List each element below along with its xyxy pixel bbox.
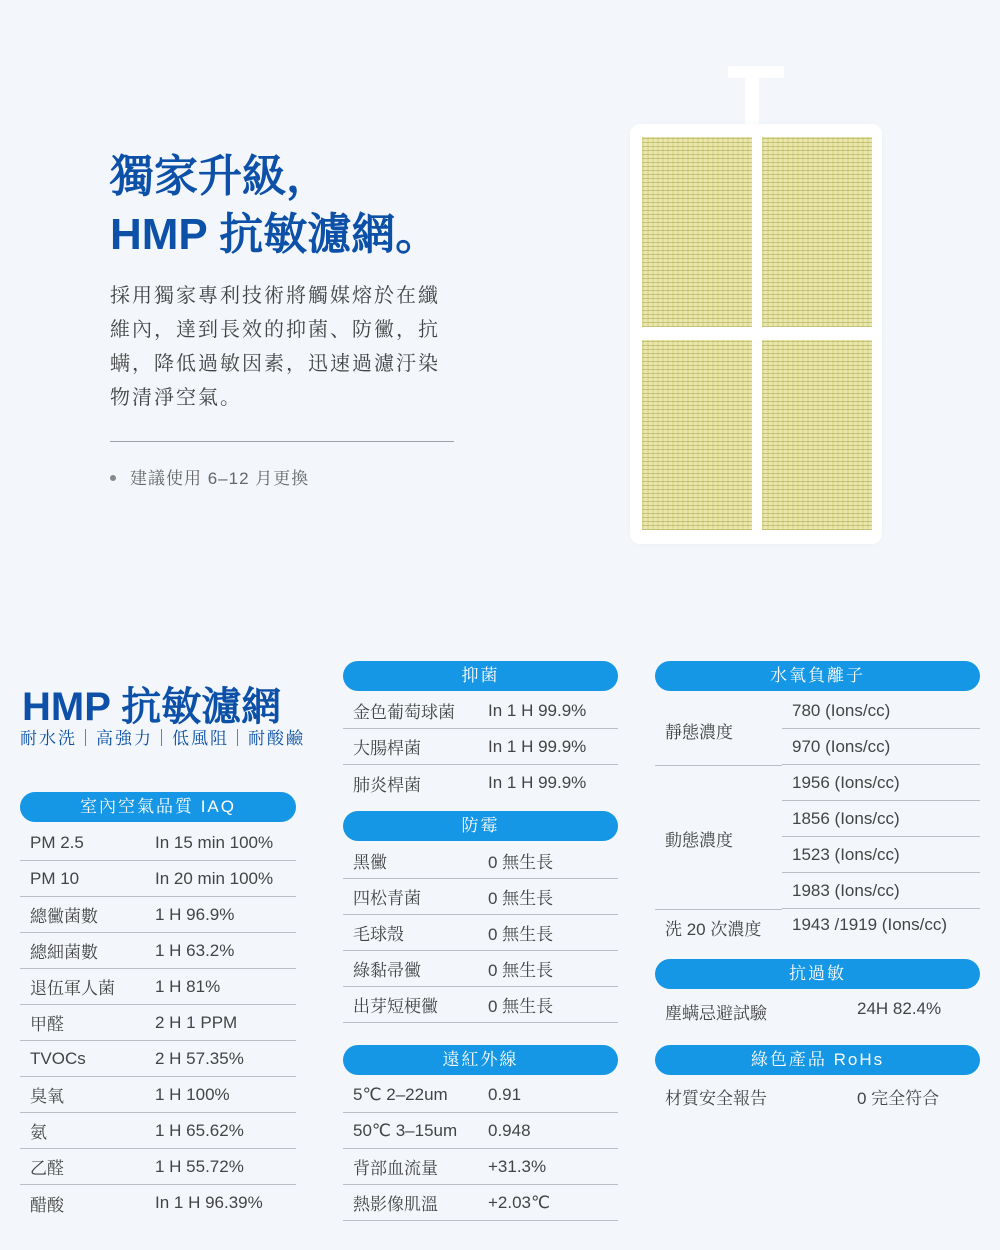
table-row — [343, 843, 618, 879]
wash-concentration-label: 洗 20 次濃度 — [665, 920, 762, 939]
row-value: 1 H 55.72% — [155, 1156, 244, 1176]
row-label: 毛球殼 — [353, 925, 404, 944]
hero-desc-line: 維內，達到長效的抑菌、防黴，抗 — [110, 319, 440, 341]
row-label: 總黴菌數 — [30, 907, 98, 926]
row-label: 背部血流量 — [353, 1159, 438, 1178]
row-label: 退伍軍人菌 — [30, 979, 115, 998]
row-value: 0 無生長 — [488, 997, 554, 1016]
table-row — [20, 933, 296, 969]
row-value: 2 H 57.35% — [155, 1048, 244, 1068]
row-value: 0 無生長 — [488, 961, 554, 980]
table-row — [343, 987, 618, 1023]
ions-header: 水氧負離子 — [655, 661, 980, 691]
row-label: 大腸桿菌 — [353, 739, 421, 758]
table-row — [20, 897, 296, 933]
row-label: 總細菌數 — [30, 943, 98, 962]
iaq-header: 室內空氣品質 IAQ — [20, 792, 296, 822]
infrared-header: 遠紅外線 — [343, 1045, 618, 1075]
row-label: 出芽短梗黴 — [353, 997, 438, 1016]
infrared-table — [343, 1077, 618, 1221]
table-row — [343, 765, 618, 801]
row-label: 金色葡萄球菌 — [353, 703, 455, 722]
table-row — [343, 879, 618, 915]
table-row — [20, 1005, 296, 1041]
row-value: In 1 H 99.9% — [488, 773, 587, 792]
row-value: 2 H 1 PPM — [155, 1012, 238, 1032]
filter-mesh-panel — [762, 340, 872, 530]
table-row — [20, 825, 296, 861]
row-label: 甲醛 — [30, 1015, 64, 1034]
antiallergy-header: 抗過敏 — [655, 959, 980, 989]
table-row — [20, 1149, 296, 1185]
iaq-table — [20, 825, 296, 1221]
material-safety-value: 0 完全符合 — [857, 1089, 940, 1108]
bullet-icon — [110, 475, 116, 481]
row-value: 0.91 — [488, 1084, 522, 1104]
table-row — [20, 1041, 296, 1077]
dynamic-value: 1523 (Ions/cc) — [782, 837, 980, 873]
table-row — [20, 1113, 296, 1149]
hero-description — [110, 279, 455, 415]
row-label: 綠黏帚黴 — [353, 961, 421, 980]
row-label: 臭氧 — [30, 1087, 64, 1106]
row-label: 乙醛 — [30, 1159, 64, 1178]
row-value: 0.948 — [488, 1120, 531, 1140]
table-row — [343, 951, 618, 987]
table-row — [343, 1113, 618, 1149]
row-value: 0 無生長 — [488, 853, 554, 872]
dynamic-value: 1956 (Ions/cc) — [782, 765, 980, 801]
antibacterial-table — [343, 693, 618, 801]
filter-image — [630, 124, 882, 544]
table-row — [343, 1077, 618, 1113]
section-title: HMP 抗敏濾網 — [22, 685, 282, 729]
table-row — [343, 729, 618, 765]
table-row — [343, 915, 618, 951]
row-label: 肺炎桿菌 — [353, 775, 421, 795]
row-label: 醋酸 — [30, 1195, 64, 1215]
table-row — [20, 861, 296, 897]
table-row — [343, 1185, 618, 1221]
row-value: +2.03℃ — [488, 1192, 551, 1212]
hero-title — [110, 148, 530, 264]
dust-mite-test-value: 24H 82.4% — [857, 999, 942, 1018]
dynamic-value: 1856 (Ions/cc) — [782, 801, 980, 837]
wash-value: 1943 /1919 (Ions/cc) — [792, 915, 947, 934]
antimold-header: 防霉 — [343, 811, 618, 841]
row-value: 1 H 81% — [155, 976, 221, 996]
section-subtitle: 耐水洗｜高強力｜低風阻｜耐酸鹼 — [20, 729, 305, 748]
dust-mite-test-label: 塵螨忌避試驗 — [665, 1004, 767, 1023]
static-value: 970 (Ions/cc) — [782, 729, 980, 765]
static-concentration-label: 靜態濃度 — [665, 723, 733, 742]
row-label: PM 2.5 — [30, 832, 84, 852]
rohs-header: 綠色產品 RoHs — [655, 1045, 980, 1075]
row-value: 1 H 63.2% — [155, 940, 235, 960]
row-value: 0 無生長 — [488, 925, 554, 944]
hero-title-line2: HMP 抗敏濾網。 — [110, 210, 440, 259]
table-row — [343, 693, 618, 729]
row-divider — [655, 909, 782, 910]
row-label: 氨 — [30, 1123, 47, 1142]
filter-mesh-panel — [642, 340, 752, 530]
row-divider — [655, 765, 782, 766]
antimold-table — [343, 843, 618, 1023]
filter-mesh-panel — [762, 137, 872, 327]
hero-divider — [110, 441, 454, 442]
row-label: 熱影像肌溫 — [353, 1195, 438, 1214]
table-row — [343, 1149, 618, 1185]
table-row — [20, 1077, 296, 1113]
row-value: In 1 H 99.9% — [488, 700, 587, 720]
hero-desc-line: 物清淨空氣。 — [110, 387, 242, 409]
row-value: In 15 min 100% — [155, 832, 274, 852]
dynamic-concentration-label: 動態濃度 — [665, 831, 733, 850]
row-value: 0 無生長 — [488, 889, 554, 908]
row-value: 1 H 96.9% — [155, 904, 235, 924]
filter-mesh-panel — [642, 137, 752, 327]
row-value: In 1 H 99.9% — [488, 736, 587, 756]
table-row — [20, 1185, 296, 1221]
static-value: 780 (Ions/cc) — [782, 693, 980, 729]
row-value: In 20 min 100% — [155, 868, 274, 888]
replacement-note — [110, 464, 309, 489]
replacement-note-text: 建議使用 6–12 月更換 — [130, 469, 310, 488]
row-value: +31.3% — [488, 1156, 547, 1176]
row-label: 黑黴 — [353, 853, 387, 872]
row-label: 5℃ 2–22um — [353, 1084, 448, 1104]
hero-desc-line: 螨，降低過敏因素，迅速過濾汙染 — [110, 353, 440, 375]
hero-title-line1: 獨家升級， — [110, 152, 330, 201]
row-label: 四松青菌 — [353, 889, 421, 908]
hero-desc-line: 採用獨家專利技術將觸媒熔於在纖 — [110, 285, 440, 307]
antibacterial-header: 抑菌 — [343, 661, 618, 691]
row-value: 1 H 65.62% — [155, 1120, 244, 1140]
filter-hanger-stem — [745, 70, 759, 130]
row-label: PM 10 — [30, 868, 80, 888]
dynamic-value: 1983 (Ions/cc) — [782, 873, 980, 909]
row-value: In 1 H 96.39% — [155, 1193, 263, 1212]
table-row — [20, 969, 296, 1005]
row-value: 1 H 100% — [155, 1084, 230, 1104]
row-label: TVOCs — [30, 1048, 86, 1068]
material-safety-label: 材質安全報告 — [665, 1089, 767, 1108]
row-label: 50℃ 3–15um — [353, 1120, 458, 1140]
